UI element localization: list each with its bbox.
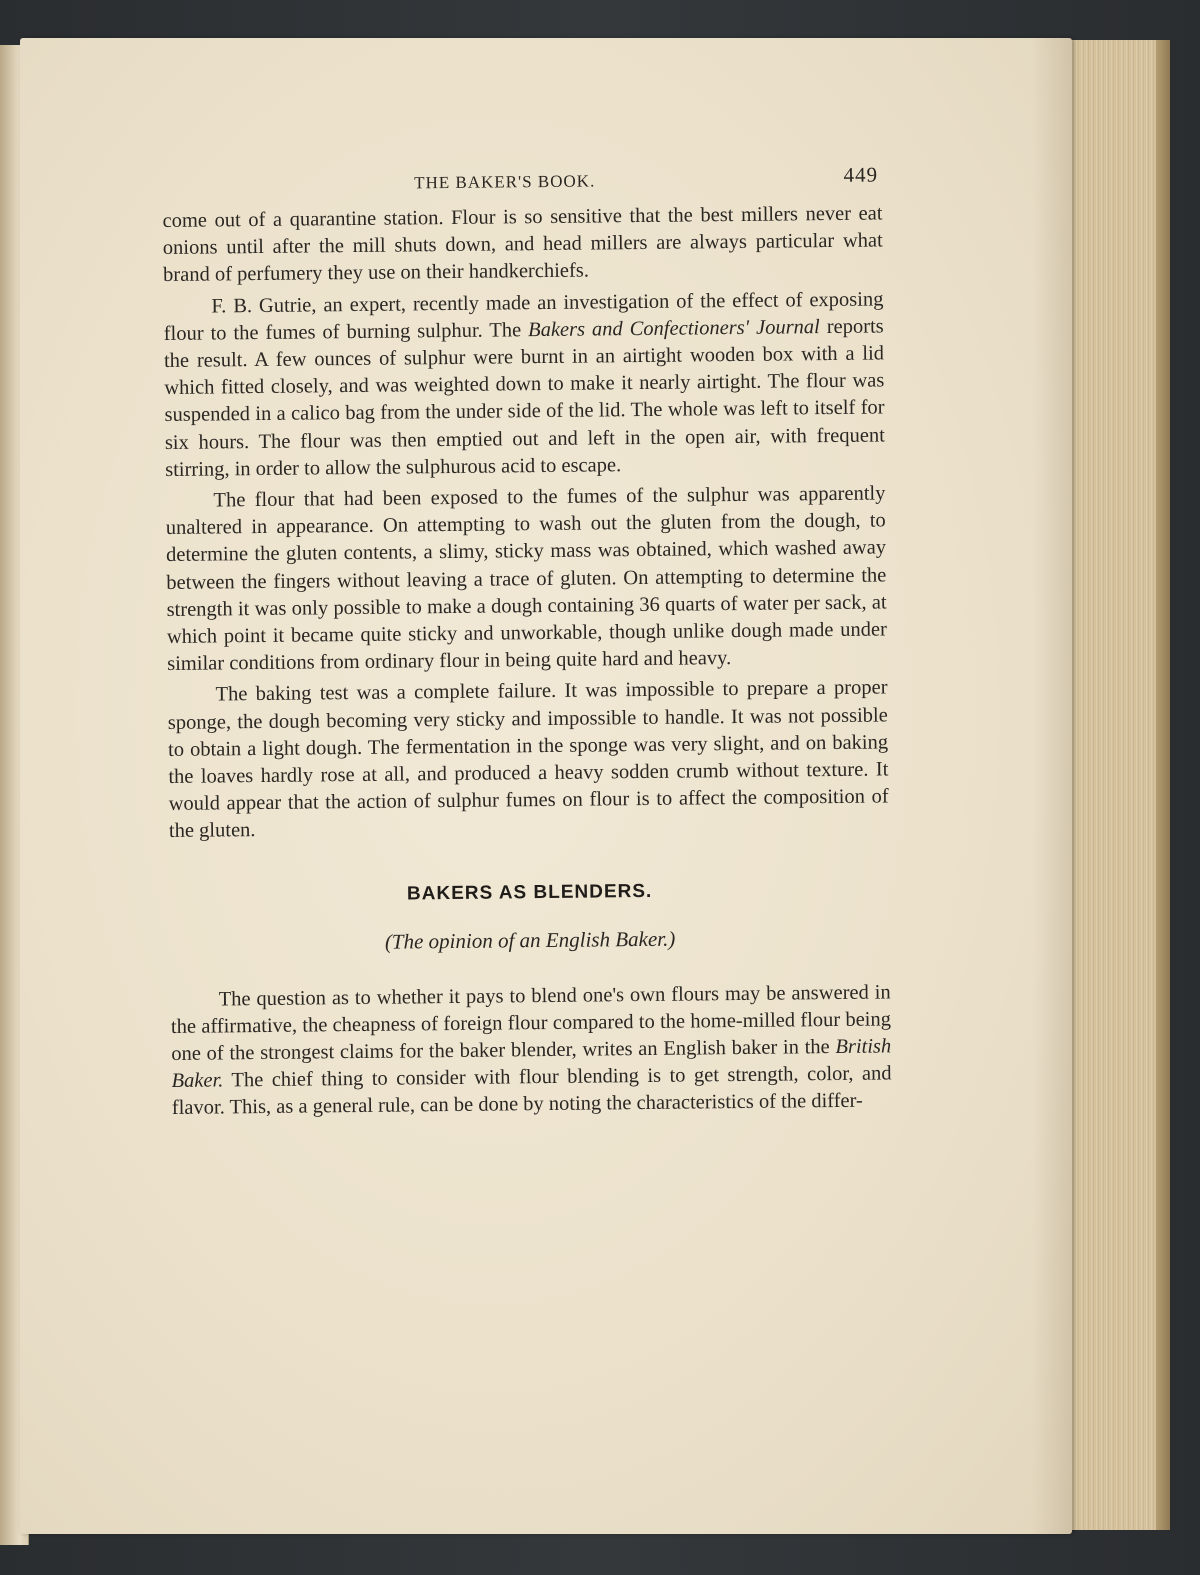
running-title: THE BAKER'S BOOK. [414, 171, 596, 193]
paragraph-1: come out of a quarantine station. Flour is so sensitive that the best millers never eat onions until after the mill shuts down, and head millers are always particular what brand of perfumery they use on their handkerchiefs. [162, 202, 883, 287]
page-content [162, 160, 892, 1122]
paragraph-5-text-a: The question as to whether it pays to blend one's own flours may be answered in the affirmative, the cheapness of foreign flour compared to the home-milled flour being one of the strongest claims for the baker blender, writes an English baker in the [170, 981, 892, 1066]
paragraph-2-text-b: reports the result. A few ounces of sulphur were burnt in an airtight wooden box with a lid which fitted closely, and was weighted down to make it nearly airtight. The flour was suspended in a calico bag from the under side of the lid. The whole was left to itself for six hours. The flour was then emptied out and left in the open air, with frequent stirring, in order to allow the sulphurous acid to escape. [163, 315, 885, 481]
journal-title: Bakers and Confectioners' Journal [528, 315, 820, 341]
publication-title: British Baker. [171, 1035, 892, 1093]
section-heading: BAKERS AS BLENDERS. [406, 880, 653, 905]
subheading-italic: (The opinion of an English Baker.) [384, 926, 676, 954]
page-number: 449 [843, 162, 879, 187]
running-header [162, 160, 882, 208]
paragraph-5 [171, 979, 892, 1123]
paragraph-4: The baking test was a complete failure. It was impossible to prepare a proper sponge, the dough becoming very sticky and impossible to handle. It was not possible to obtain a light dough. The fermentation in the sponge was very slight, and on baking the loaves hardly rose at all, and produced a heavy sodden crumb without texture. It would appear that the action of sulphur fumes on flour is to affect the composition of the gluten. [167, 676, 889, 843]
paragraph-2-text-a: F. B. Gutrie, an expert, recently made an investigation of the effect of exposing flour to the fumes of burning sulphur. The [163, 288, 884, 345]
paragraph-5-text-b: The chief thing to consider with flour blending is to get strength, color, and flavor. This, as a general rule, can be done by noting the characteristics of the differ- [171, 1062, 892, 1120]
paragraph-3: The flour that had been exposed to the fumes of the sulphur was apparently unaltered in appearance. On attempting to wash out the gluten from the dough, to determine the gluten contents, a slimy, sticky mass was obtained, which washed away between the fingers without leaving a trace of gluten. On attempting to determine the strength it was only possible to make a dough containing 36 quarts of water per sack, at which point it became quite sticky and unworkable, though unlike dough made under similar conditions from ordinary flour in being quite hard and heavy. [165, 482, 887, 676]
paragraph-2 [163, 286, 885, 484]
section-subheading [170, 924, 890, 957]
